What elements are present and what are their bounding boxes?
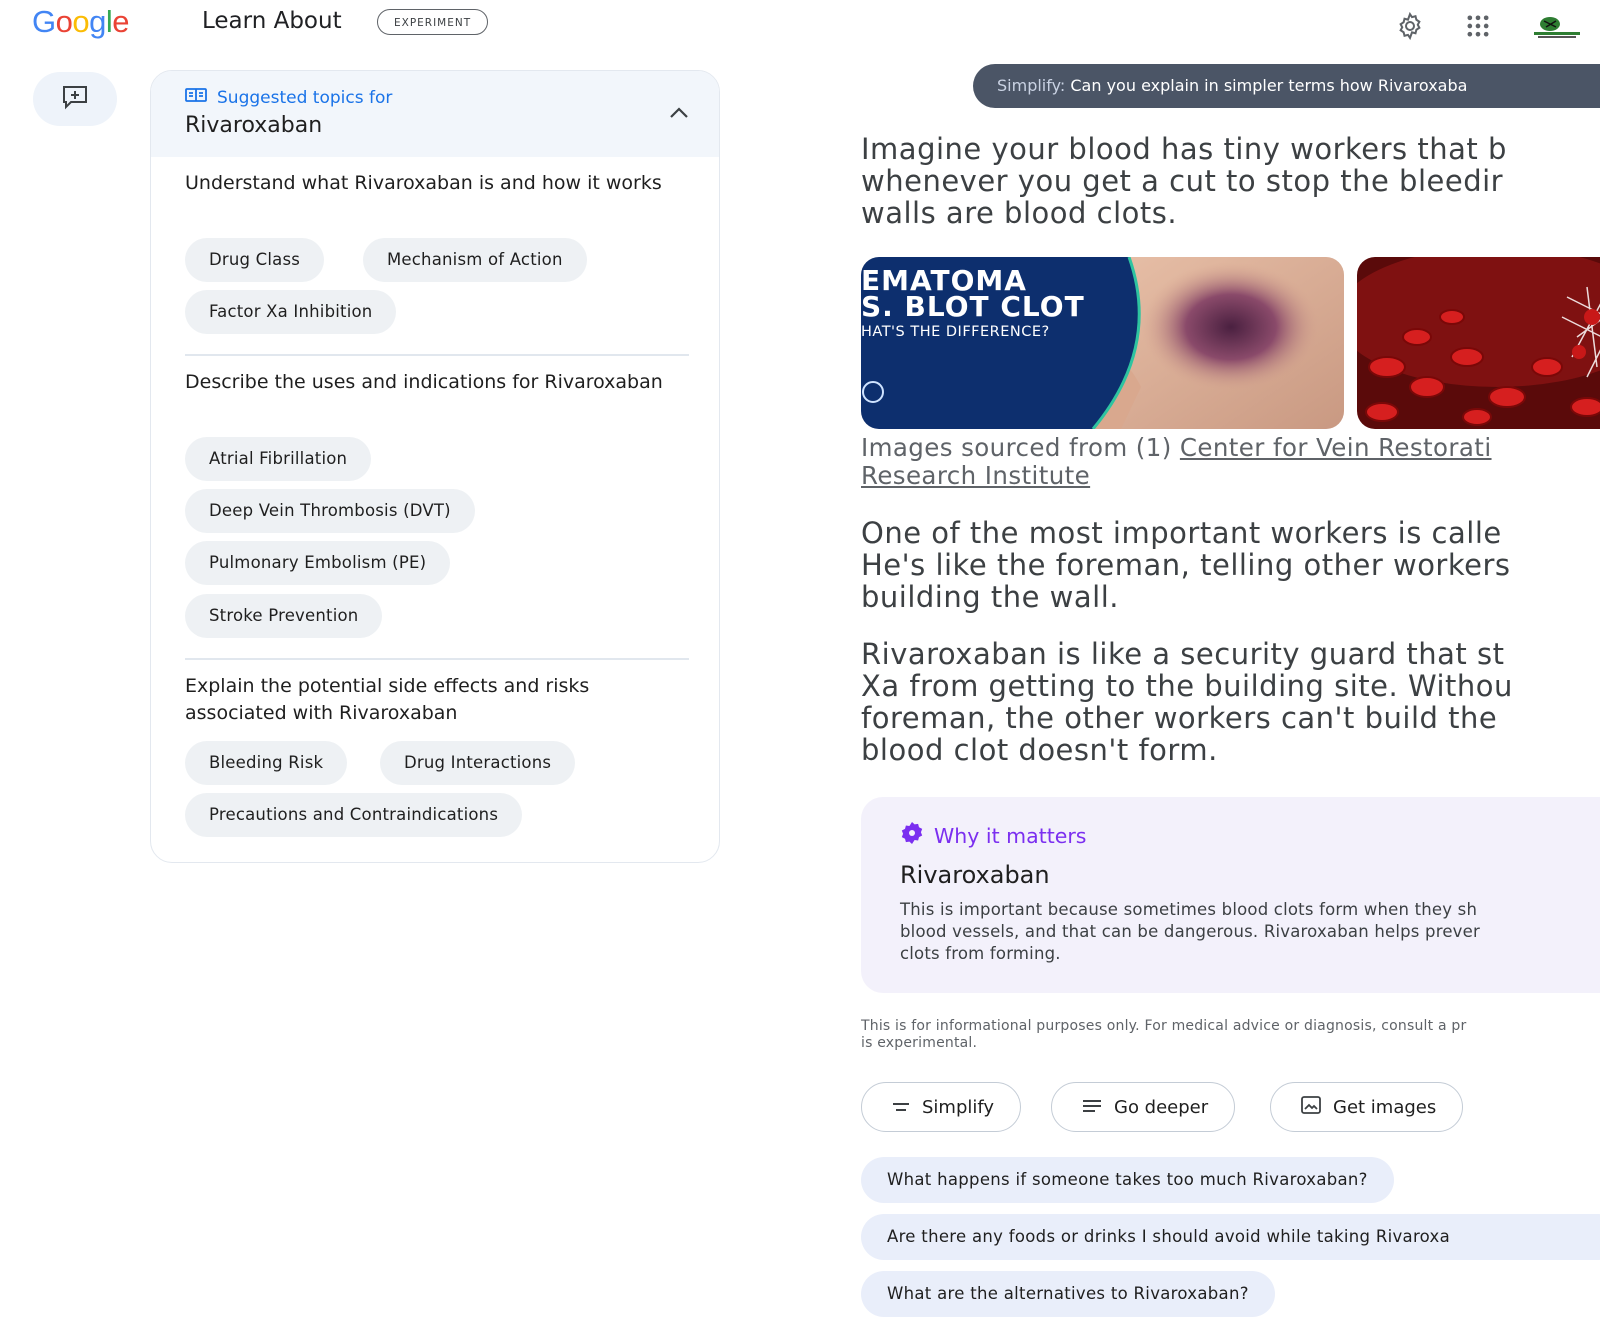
app-title: Learn About — [202, 8, 342, 34]
topic-section-title: Understand what Rivaroxaban is and how it works — [185, 172, 662, 194]
image-icon — [1301, 1096, 1321, 1119]
text-line: building the wall. — [861, 580, 1120, 614]
simplify-button[interactable] — [861, 1082, 1021, 1132]
logo-letter: G — [32, 4, 56, 39]
text-line: walls are blood clots. — [861, 196, 1178, 230]
text-line: Imagine your blood has tiny workers that b — [861, 132, 1507, 166]
query-label: Simplify: — [997, 76, 1066, 95]
text-line: blood clot doesn't form. — [861, 733, 1218, 767]
answer-paragraph-2 — [861, 517, 1600, 613]
topic-section-title: Describe the uses and indications for Rivaroxaban — [185, 371, 663, 393]
book-icon — [185, 87, 207, 108]
button-label: Simplify — [922, 1096, 995, 1118]
result-image-blood-cells[interactable] — [1357, 257, 1600, 429]
new-chat-icon — [61, 84, 89, 114]
medical-disclaimer: This is for informational purposes only. For medical advice or diagnosis, consult a pr is experimental. — [861, 1018, 1467, 1051]
panel-header[interactable] — [151, 71, 719, 157]
logo-letter: o — [72, 4, 90, 39]
suggested-topics-panel — [150, 70, 720, 863]
result-image-hematoma[interactable] — [861, 257, 1344, 429]
why-it-matters-card — [861, 797, 1600, 993]
topic-chip[interactable]: Stroke Prevention — [185, 594, 382, 638]
panel-title: Rivaroxaban — [185, 113, 323, 138]
followup-suggestion[interactable]: What are the alternatives to Rivaroxaban? — [861, 1271, 1275, 1317]
topic-chip[interactable]: Bleeding Risk — [185, 741, 347, 785]
text-line: He's like the foreman, telling other workers — [861, 548, 1511, 582]
account-avatar[interactable] — [1530, 12, 1584, 40]
apps-grid-icon[interactable] — [1461, 12, 1495, 40]
panel-kicker-text: Suggested topics for — [217, 87, 393, 108]
logo-letter: g — [89, 4, 106, 39]
topic-chip[interactable]: Drug Interactions — [380, 741, 575, 785]
why-kicker — [900, 821, 1087, 850]
button-label: Get images — [1333, 1096, 1437, 1118]
followup-suggestion[interactable]: What happens if someone takes too much Rivaroxaban? — [861, 1157, 1394, 1203]
why-title: Rivaroxaban — [900, 861, 1050, 889]
text-line: Xa from getting to the building site. Withou — [861, 669, 1513, 703]
text-line: One of the most important workers is calle — [861, 516, 1502, 550]
logo-letter: e — [112, 4, 130, 39]
section-divider — [185, 658, 689, 660]
answer-paragraph-1 — [861, 133, 1600, 229]
image-caption-line: EMATOMA — [861, 264, 1027, 297]
new-chat-button[interactable] — [33, 72, 117, 126]
text-line: foreman, the other workers can't build the — [861, 701, 1498, 735]
section-divider — [185, 354, 689, 356]
topic-chip[interactable]: Atrial Fibrillation — [185, 437, 371, 481]
topic-chip[interactable]: Precautions and Contraindications — [185, 793, 522, 837]
panel-kicker — [185, 87, 392, 108]
answer-paragraph-3 — [861, 638, 1600, 766]
why-kicker-text: Why it matters — [934, 823, 1087, 848]
go-deeper-icon — [1082, 1097, 1102, 1118]
query-text: Can you explain in simpler terms how Rivaroxaba — [1070, 76, 1468, 95]
text-line: whenever you get a cut to stop the bleedir — [861, 164, 1504, 198]
collapse-chevron-up-icon[interactable] — [665, 99, 693, 127]
image-caption-line: S. BLOT CLOT — [861, 290, 1085, 323]
user-query-bubble — [973, 64, 1600, 108]
simplify-icon — [892, 1097, 910, 1118]
source-prefix: Images sourced from (1) — [861, 433, 1180, 462]
topic-chip[interactable]: Drug Class — [185, 238, 324, 282]
go-deeper-button[interactable] — [1051, 1082, 1235, 1132]
settings-gear-icon[interactable] — [1393, 12, 1427, 40]
why-body: This is important because sometimes blood clots form when they sh blood vessels, and that can be dangerous. Rivaroxaban helps prever clots from forming. — [900, 900, 1480, 963]
badge-star-icon — [900, 821, 924, 850]
experiment-badge: EXPERIMENT — [377, 9, 488, 35]
image-caption-line: HAT'S THE DIFFERENCE? — [861, 324, 1050, 340]
topic-chip[interactable]: Deep Vein Thrombosis (DVT) — [185, 489, 475, 533]
image-source-attribution — [861, 434, 1492, 490]
topic-chip[interactable]: Pulmonary Embolism (PE) — [185, 541, 450, 585]
text-line: Rivaroxaban is like a security guard that st — [861, 637, 1505, 671]
get-images-button[interactable] — [1270, 1082, 1463, 1132]
logo-letter: l — [105, 4, 113, 39]
google-logo[interactable] — [32, 4, 129, 40]
source-link[interactable]: Center for Vein Restorati — [1179, 433, 1492, 462]
logo-letter: o — [55, 4, 73, 39]
source-link[interactable]: Research Institute — [861, 461, 1091, 490]
topic-chip[interactable]: Mechanism of Action — [363, 238, 587, 282]
followup-suggestion[interactable]: Are there any foods or drinks I should avoid while taking Rivaroxa — [861, 1214, 1600, 1260]
topic-section-title: Explain the potential side effects and risks associated with Rivaroxaban — [185, 675, 590, 724]
button-label: Go deeper — [1114, 1096, 1209, 1118]
topic-chip[interactable]: Factor Xa Inhibition — [185, 290, 396, 334]
